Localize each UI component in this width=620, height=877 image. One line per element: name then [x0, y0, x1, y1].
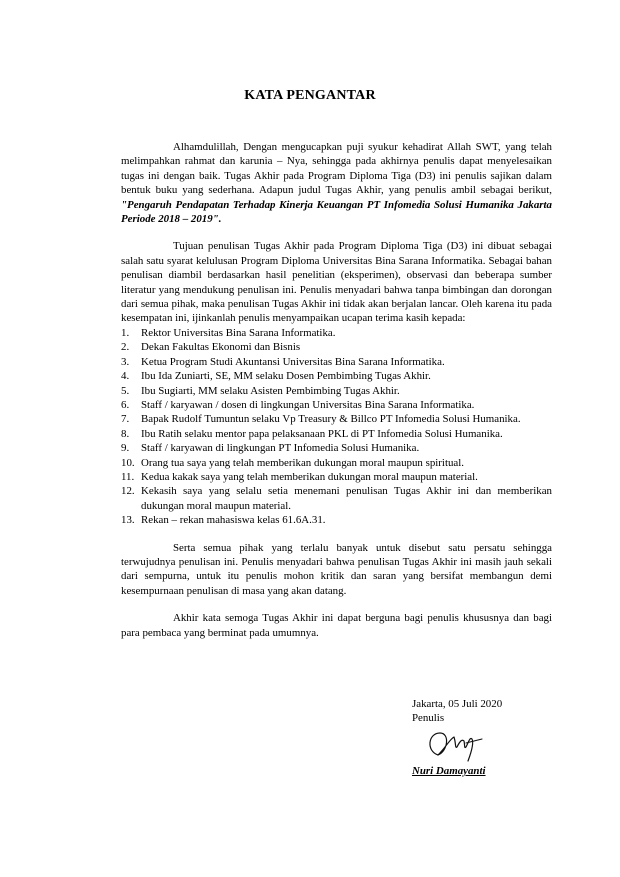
list-item-text: Rektor Universitas Bina Sarana Informatika. [141, 326, 336, 339]
list-item-number: 7. [121, 413, 130, 426]
author-role: Penulis [412, 712, 445, 725]
place-date: Jakarta, 05 Juli 2020 [412, 698, 503, 710]
thanks-list [121, 326, 552, 528]
list-item-number: 6. [121, 398, 130, 411]
list-item-text: Dekan Fakultas Ekonomi dan Bisnis [141, 341, 301, 354]
list-item-number: 8. [121, 427, 130, 440]
list-item [121, 484, 552, 513]
list-item-number: 5. [121, 384, 130, 397]
document-body [121, 140, 552, 640]
list-item-number: 4. [121, 370, 130, 383]
list-item-text: Bapak Rudolf Tumuntun selaku Vp Treasury & Billco PT Infomedia Solusi Humanika. [141, 413, 521, 426]
list-item-text: Ibu Ratih selaku mentor papa pelaksanaan PKL di PT Infomedia Solusi Humanika. [141, 427, 503, 440]
list-item [121, 398, 552, 412]
list-item-text: Ibu Ida Zuniarti, SE, MM selaku Dosen Pembimbing Tugas Akhir. [141, 370, 431, 383]
list-item-number: 3. [121, 355, 130, 368]
closing-block [412, 697, 502, 726]
list-item [121, 384, 552, 398]
list-item-text: Staff / karyawan di lingkungan PT Infomedia Solusi Humanika. [141, 442, 420, 455]
list-item [121, 326, 552, 340]
list-item-text: Staff / karyawan / dosen di lingkungan Universitas Bina Sarana Informatika. [141, 398, 475, 411]
paragraph-final: Akhir kata semoga Tugas Akhir ini dapat berguna bagi penulis khususnya dan bagi para pembaca yang berminat pada umumnya. [121, 612, 552, 639]
list-item [121, 456, 552, 470]
list-item [121, 355, 552, 369]
list-item-text: Ibu Sugiarti, MM selaku Asisten Pembimbing Tugas Akhir. [141, 384, 400, 397]
list-item-text: Kedua kakak saya yang telah memberikan dukungan moral maupun material. [141, 470, 478, 483]
list-item-number: 10. [121, 456, 135, 469]
list-item-number: 9. [121, 442, 130, 455]
document-title: KATA PENGANTAR [244, 88, 376, 103]
list-item-text: Rekan – rekan mahasiswa kelas 61.6A.31. [141, 514, 326, 527]
list-item [121, 369, 552, 383]
list-item [121, 513, 552, 527]
list-item-number: 11. [121, 470, 135, 483]
thesis-title: "Pengaruh Pendapatan Terhadap Kinerja Keuangan PT Infomedia Solusi Humanika Jakarta Periode 2018 – 2019". [121, 198, 552, 226]
paragraph-closing-thanks: Serta semua pihak yang terlalu banyak untuk disebut satu persatu sehingga terwujudnya penulisan ini. Penulis menyadari bahwa penulisan Tugas Akhir ini masih jauh sekali dari sempurna, untuk itu penulis mohon kritik dan saran yang bersifat membangun demi kesempurnaan penulisan di masa yang akan datang. [121, 541, 552, 597]
list-item [121, 340, 552, 354]
paragraph-purpose: Tujuan penulisan Tugas Akhir pada Program Diploma Tiga (D3) ini dibuat sebagai salah satu syarat kelulusan Program Diploma Universitas Bina Sarana Informatika. Sebagai bahan penulisan diambil berdasarkan hasil penelitian (eksperimen), observasi dan beberapa sumber literatur yang mendukung penulisan ini. Penulis menyadari bahwa tanpa bimbingan dan dorongan dari semua pihak, maka penulisan Tugas Akhir ini tidak akan berjalan lancar. Oleh karena itu pada kesempatan ini, ijinkanlah penulis menyampaikan ucapan terima kasih kepada: [121, 240, 552, 325]
list-item-number: 2. [121, 341, 130, 354]
list-item [121, 441, 552, 455]
paragraph-opening [121, 140, 552, 226]
list-item-number: 12. [121, 485, 135, 498]
list-item [121, 470, 552, 484]
handwritten-signature [424, 725, 488, 765]
list-item-number: 13. [121, 514, 135, 527]
list-item [121, 427, 552, 441]
paragraph-opening-text: Alhamdulillah, Dengan mengucapkan puji syukur kehadirat Allah SWT, yang telah melimpahkan rahmat dan karunia – Nya, sehingga pada akhirnya penulis dapat menyelesaikan tugas ini dengan baik. Tugas Akhir pada Program Diploma Tiga (D3) ini penulis sajikan dalam bentuk buku yang sederhana. Adapun judul Tugas Akhir, yang penulis ambil sebagai berikut, [121, 141, 552, 197]
list-item-text: Ketua Program Studi Akuntansi Universitas Bina Sarana Informatika. [141, 355, 445, 368]
list-item-text: Kekasih saya yang selalu setia menemani penulisan Tugas Akhir ini dan memberikan dukungan moral maupun material. [141, 485, 552, 512]
list-item [121, 412, 552, 426]
signer-name: Nuri Damayanti [412, 765, 486, 777]
list-item-text: Orang tua saya yang telah memberikan dukungan moral maupun spiritual. [141, 456, 464, 469]
list-item-number: 1. [121, 326, 130, 339]
